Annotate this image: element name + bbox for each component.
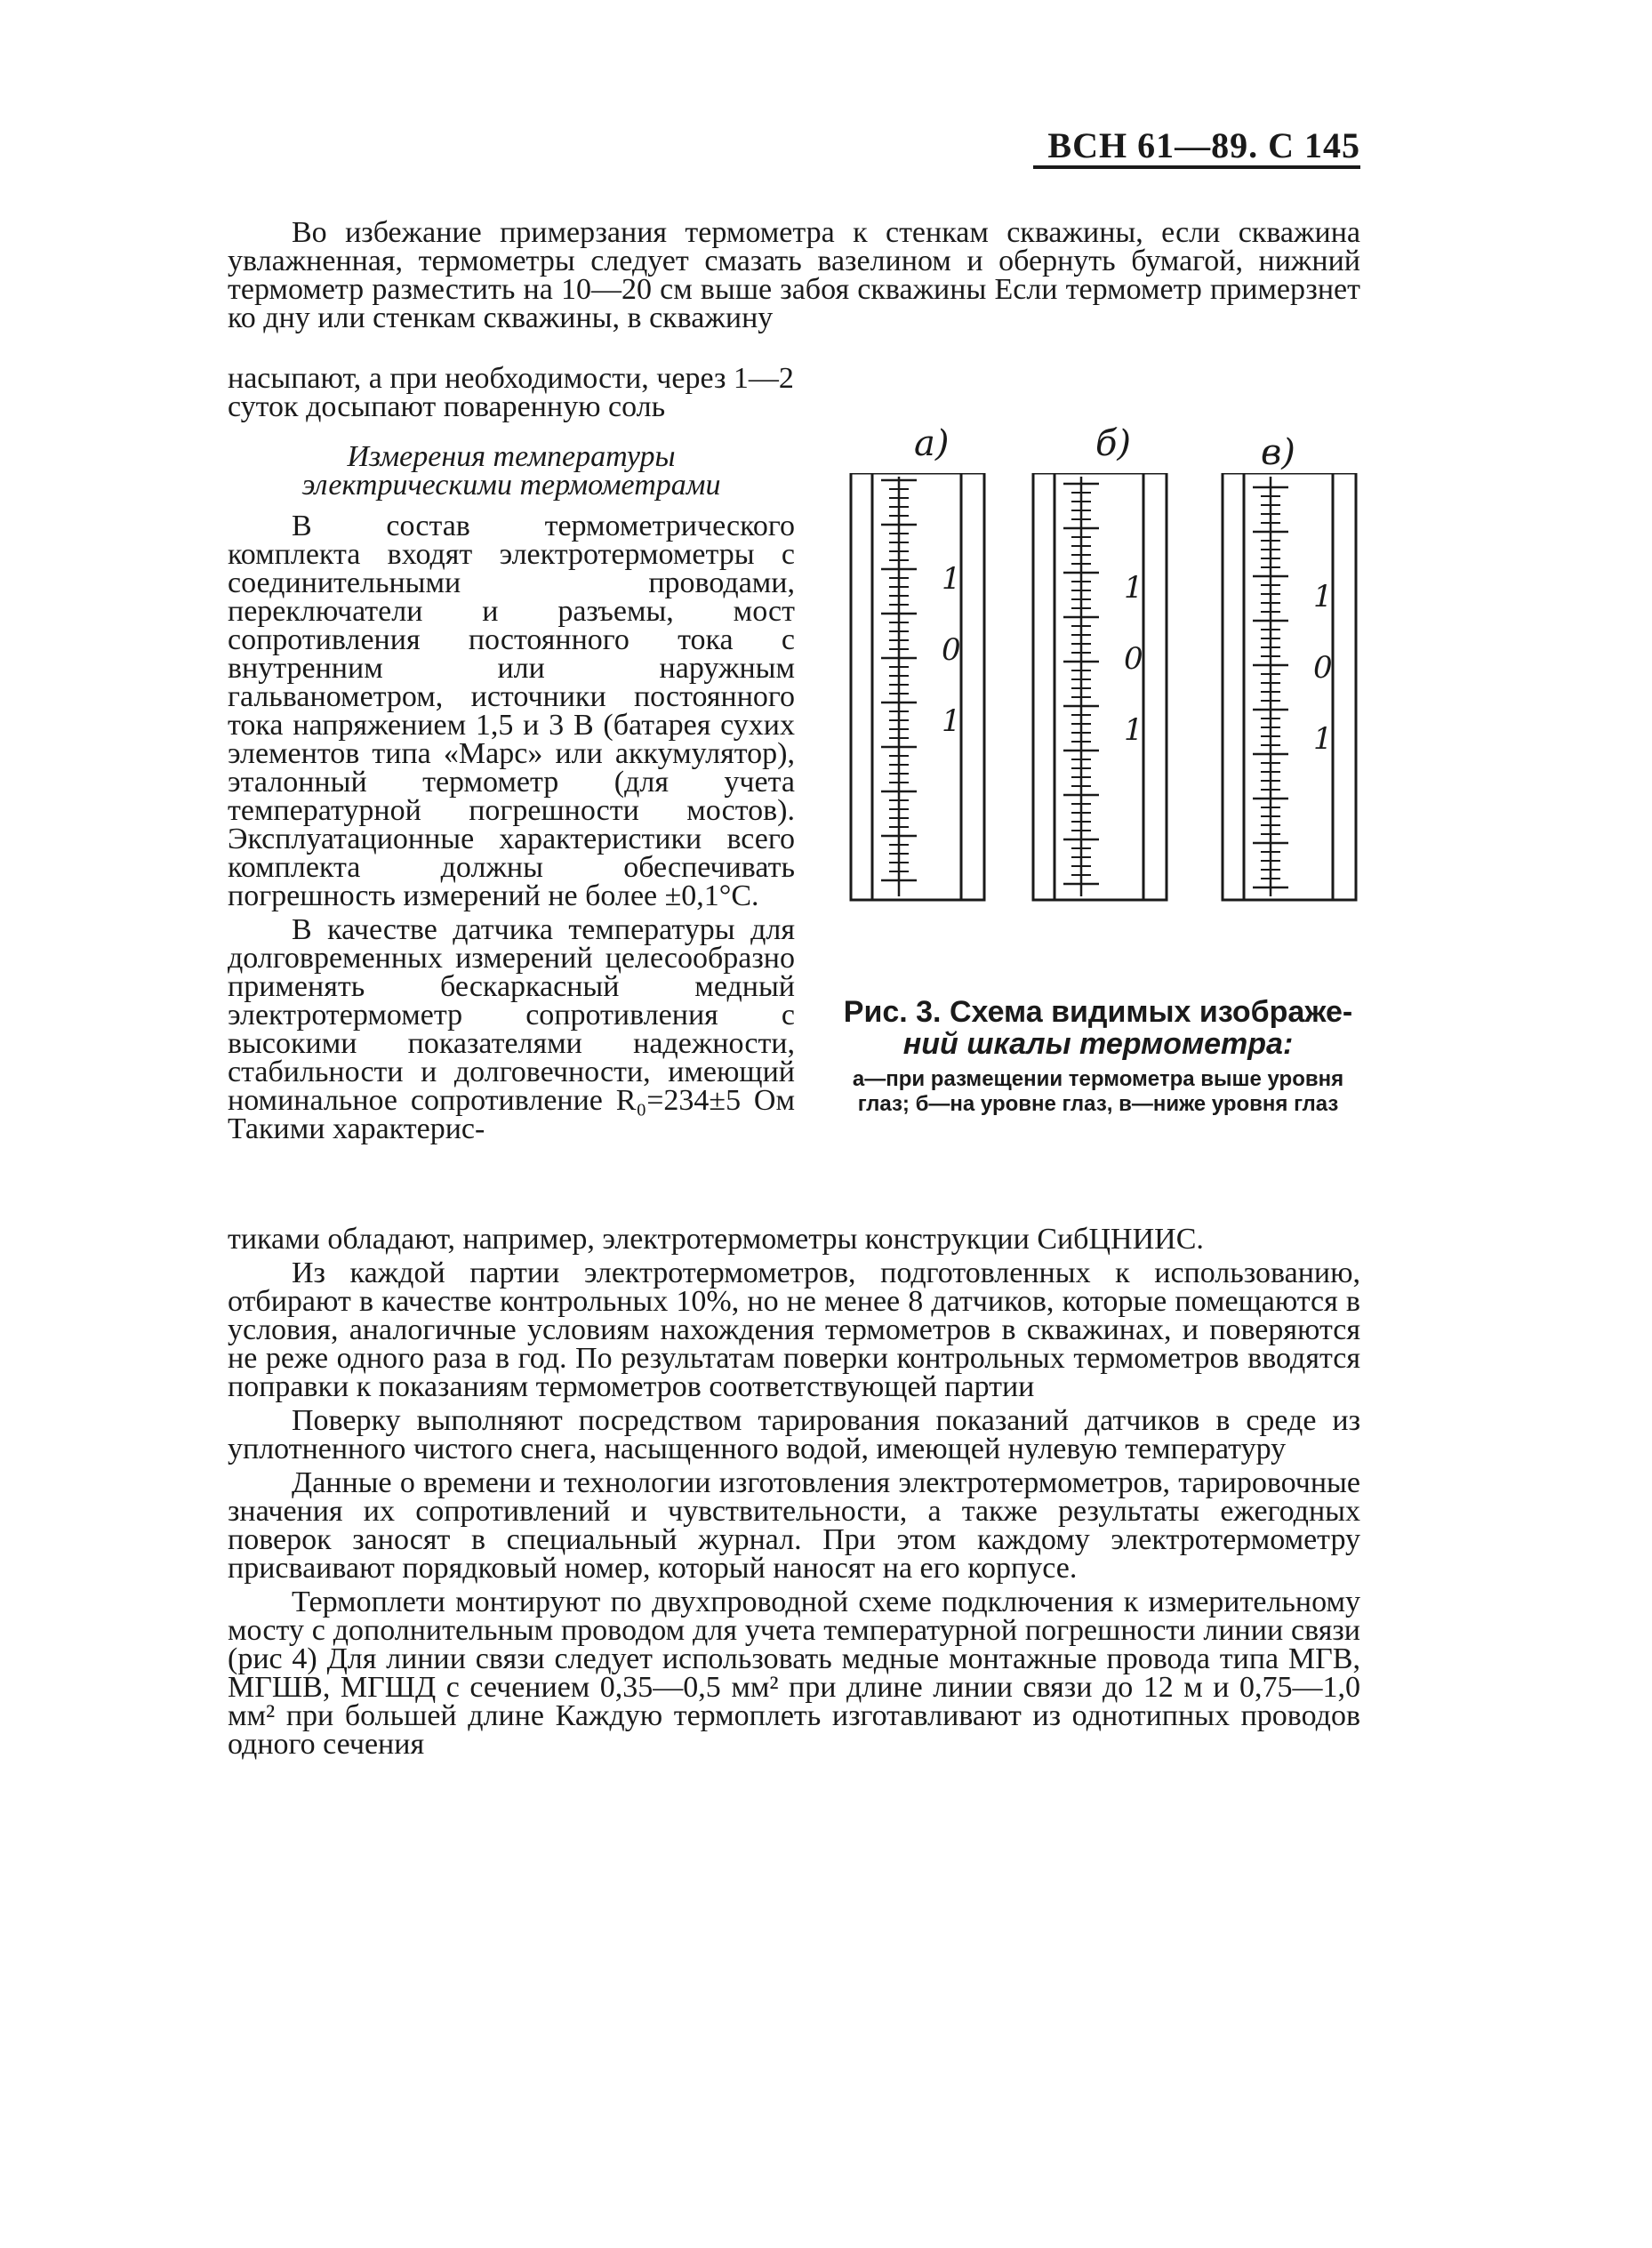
left-text-column xyxy=(228,362,795,1145)
figure-caption xyxy=(836,996,1360,1117)
paragraph-4: Из каждой партии электротермометров, подготовленных к использованию, отбирают в качестве контрольных 10%, но не менее 8 датчиков, которые помещаются в условия, аналогичные условиям нахождения термометров в скважинах, и поверяются не реже одного раза в год. По результатам поверки контрольных термометров вводятся поправки к показаниям термометров соответствующей партии xyxy=(228,1256,1360,1403)
panel-a-scale-digit: 0 xyxy=(942,632,961,668)
thermometer-scales-drawing xyxy=(836,473,1360,971)
panel-b-scale-digit: 1 xyxy=(1124,712,1143,748)
panel-a-scale-digit: 1 xyxy=(942,703,961,739)
section-heading xyxy=(228,440,795,502)
caption-title-line-1: Рис. 3. Схема видимых изображе- xyxy=(843,995,1353,1029)
panel-b-scale-digit: 1 xyxy=(1124,570,1143,606)
paragraph-2: В состав термометрического комплекта входят электротермометры с соединительными проводами, переключатели и разъемы, мост сопротивления постоянного тока с внутренним или наружным гальванометром, источники постоянного тока напряжением 1,5 и 3 В (батарея сухих элементов типа «Марс» или аккумулятор), эталонный термометр (для учета температурной погрешности мостов). Эксплуатационные характеристики всего комплекта должны обеспечивать погрешность измерений не более ±0,1°С. xyxy=(228,510,795,912)
bottom-text-block xyxy=(228,1225,1360,1759)
panel-c-label: в) xyxy=(1261,432,1295,473)
paragraph-5: Поверку выполняют посредством тарирования показаний датчиков в среде из уплотненного чистого снега, насыщенного водой, имеющей нулевую температуру xyxy=(228,1404,1360,1465)
paragraph-3-continued: тиками обладают, например, электротермометры конструкции СибЦНИИС. xyxy=(228,1223,1204,1256)
paragraph-7: Термоплети монтируют по двухпроводной схеме подключения к измерительному мосту с дополнительным проводом для учета температурной погрешности линии связи (рис 4) Для линии связи следует использовать медные монтажные провода типа МГВ, МГШВ, МГШД с сечением 0,35—0,5 мм² при длине линии связи до 12 м и 0,75—1,0 мм² при большей длине Каждую термоплеть изготавливают из однотипных проводов одного сечения xyxy=(228,1586,1360,1761)
page-header: ВСН 61—89. С 145 xyxy=(1047,125,1360,165)
thermometer-scale-figure xyxy=(836,420,1360,1149)
paragraph-3: В качестве датчика температуры для долговременных измерений целесообразно применять бескаркасный медный электротермометр сопротивления с высокими показателями надежности, стабильности и долговечности, имеющий номинальное сопротивление R₀=234±5 Ом Такими характерис- xyxy=(228,913,795,1145)
top-text-block xyxy=(228,216,1360,334)
panel-a-label: а) xyxy=(914,423,950,464)
panel-b-label: б) xyxy=(1095,423,1132,464)
panel-c-scale-digit: 0 xyxy=(1313,650,1333,686)
panel-a-scale-digit: 1 xyxy=(942,561,961,597)
section-heading-line-1: Измерения температуры xyxy=(347,440,676,473)
caption-description: а—при размещении термометра выше уровня глаз; б—на уровне глаз, в—ниже уровня глаз xyxy=(852,1067,1344,1116)
paragraph-6: Данные о времени и технологии изготовления электротермометров, тарировочные значения их сопротивлений и чувствительности, а также результаты ежегодных поверок заносят в специальный журнал. При этом каждому электротермометру присваивают порядковый номер, который наносят на его корпусе. xyxy=(228,1466,1360,1585)
panel-c-scale-digit: 1 xyxy=(1313,721,1333,757)
panel-b-scale-digit: 0 xyxy=(1124,641,1143,677)
header-rule xyxy=(1033,165,1360,169)
paragraph-1-continued: насыпают, а при необходимости, через 1—2 суток досыпают поваренную соль xyxy=(228,362,794,423)
paragraph-1: Во избежание примерзания термометра к стенкам скважины, если скважина увлажненная, термометры следует смазать вазелином и обернуть бумагой, нижний термометр разместить на 10—20 см выше забоя скважины Если термометр примерзнет ко дну или стенкам скважины, в скважину xyxy=(228,216,1360,334)
caption-title-line-2: ний шкалы термометра: xyxy=(902,1027,1294,1061)
panel-c-scale-digit: 1 xyxy=(1313,579,1333,614)
section-heading-line-2: электрическими термометрами xyxy=(301,469,721,502)
